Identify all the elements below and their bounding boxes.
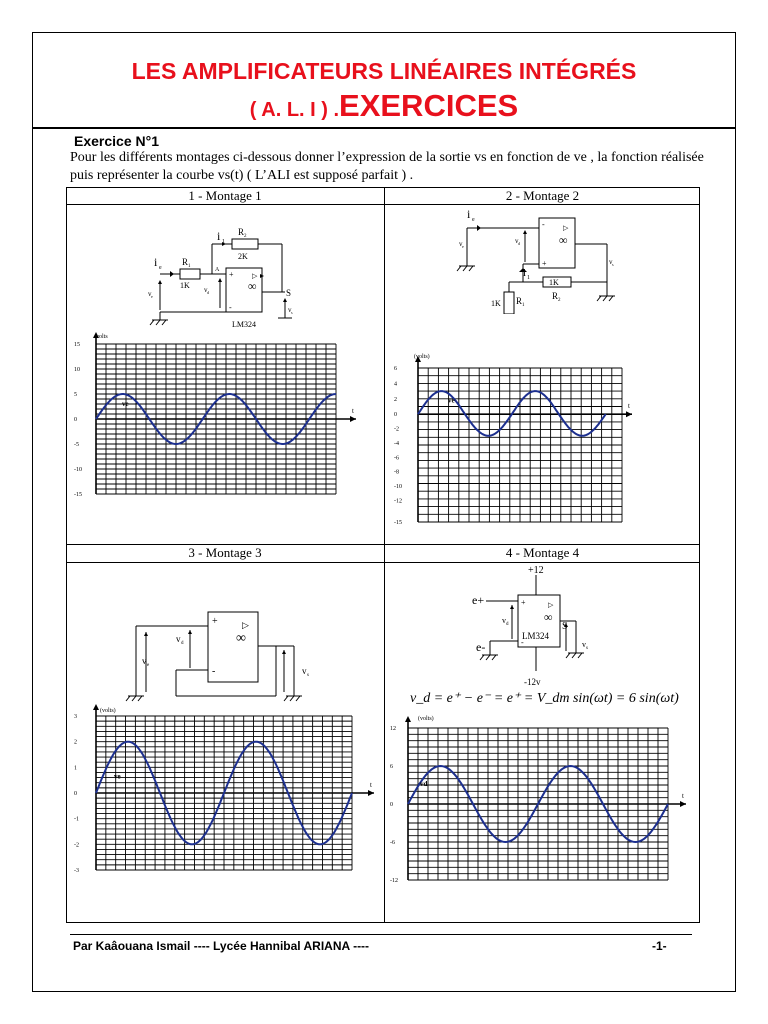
y-tick-label: -6 [394,455,399,462]
x-axis-label: t [628,402,630,411]
y-axis-arrow [93,704,99,710]
r1-value: 1K [180,281,190,290]
eplus-label: e+ [472,593,485,607]
vd-sub: d [181,641,184,646]
vd-sub: d [506,622,509,627]
i1-label: i [523,267,527,279]
ve-label: v [459,240,463,248]
r1-value: 1K [491,299,501,308]
vcc-label: +12 [528,565,544,576]
page-subtitle [0,88,768,124]
y-tick-label: 12 [390,726,396,732]
y-tick-label: 6 [390,764,393,770]
ve-sub: e [462,244,464,249]
ie-sub: e [159,265,162,271]
montage-3-circuit [124,606,334,710]
svg-text:▷: ▷ [563,224,569,232]
y-axis-label: volts [96,334,108,340]
vs-sub: s [291,310,293,315]
vd-sub: d [518,241,520,246]
y-axis-label: (volts) [418,716,434,722]
y-tick-label: 0 [394,412,397,419]
montage-2-circuit [455,204,625,314]
ve-sub: e [147,663,150,668]
y-tick-label: -10 [394,484,402,491]
y-axis-label: (volts) [100,708,116,714]
vd-label: v [515,237,519,245]
vs-label: v [302,666,307,676]
y-tick-label: 2 [74,739,77,746]
ve-sub: e [151,294,153,299]
r1-sub: 1 [522,303,525,308]
vs-sub: s [586,646,588,651]
x-axis-label: t [682,792,684,800]
eminus-label: e- [476,640,486,654]
vee-label: -12v [524,677,541,687]
y-tick-label: -12 [394,498,402,505]
vs-sub: s [307,673,309,678]
ie-label: i [154,255,158,269]
y-tick-label: -10 [74,467,82,473]
montage-4-circuit [466,563,616,687]
vd-label: v [502,616,506,625]
y-tick-label: -8 [394,469,399,476]
x-axis-label: t [370,781,372,789]
y-tick-label: -5 [74,442,79,448]
i1-sub: 1 [222,239,225,245]
plus-label: + [229,270,234,279]
series-label: ve [448,396,455,405]
r1-sub: 1 [188,264,191,269]
subtitle-abbrev: ( A. L. I ) . [249,99,340,121]
svg-text:▷: ▷ [252,272,258,280]
chart-montage-4 [390,712,694,884]
x-axis-arrow [626,411,632,417]
y-tick-label: 10 [74,367,80,373]
minus-label: - [212,666,216,677]
montage-4-title: 4 - Montage 4 [505,545,580,560]
y-tick-label: -12 [390,878,398,884]
y-tick-label: -1 [74,816,79,823]
s-label: S [286,288,292,298]
vs-sub: s [612,262,614,267]
node-a-label: A [215,267,220,273]
chart-montage-2 [388,350,634,530]
minus-label: - [542,220,545,229]
s-label: S [562,621,568,632]
r2-value: 1K [549,278,559,287]
page-title: LES AMPLIFICATEURS LINÉAIRES INTÉGRÉS [131,58,637,84]
y-tick-label: -2 [394,426,399,433]
y-tick-label: 3 [74,714,77,720]
r2-sub: 2 [244,234,247,239]
footer-text: Par Kaâouana Ismail ---- Lycée Hannibal ARIANA ---- [73,939,370,953]
infinity-label: ∞ [544,610,553,624]
r1-label: R [516,296,523,306]
title-rule [32,127,736,129]
y-tick-label: -3 [74,868,79,874]
vd-label: v [176,634,181,644]
y-axis-label: (volts) [414,354,430,360]
vs-label: v [288,306,292,314]
chart-montage-1 [72,330,364,506]
montage-3-title: 3 - Montage 3 [188,545,262,560]
montage-2-title: 2 - Montage 2 [505,188,580,203]
vd-label: v [204,286,208,294]
i1-sub: 1 [527,275,530,281]
chip-label: LM324 [522,631,549,641]
svg-text:▷: ▷ [242,620,249,630]
y-tick-label: 2 [394,396,397,403]
infinity-label: ∞ [236,631,246,646]
exercise-text: Pour les différents montages ci-dessous donner l’expression de la sortie vs en fonction de ve , la fonction réalisée puis représenter la courbe vs(t) ( L’ALI est supposé parfait ) . [70,150,704,183]
r2-label: R [552,291,559,301]
y-tick-label: -2 [74,842,79,849]
ie-sub: e [472,217,475,223]
series-label: ve [114,772,121,781]
y-tick-label: 0 [390,802,393,808]
y-tick-label: -15 [394,520,402,526]
r2-label: R [238,227,245,237]
i1-label: i [217,229,221,243]
exercise-heading: Exercice N°1 [74,133,159,149]
r2-sub: 2 [558,298,561,303]
r1-label: R [182,257,189,267]
montage-4-equation: v_d = e⁺ − e⁻ = e⁺ = V_dm sin(ωt) = 6 sin(ωt) [410,691,679,706]
chart-grid [418,368,622,522]
infinity-label: ∞ [559,233,568,247]
y-tick-label: -6 [390,840,395,846]
x-axis-arrow [368,790,374,796]
ie-label: i [467,207,471,221]
footer-rule [70,934,692,935]
vs-label: v [609,258,613,266]
y-tick-label: -15 [74,492,82,498]
minus-label: - [521,638,524,647]
chart-montage-3 [72,704,380,880]
svg-text:▷: ▷ [548,601,554,609]
x-axis-arrow [350,416,356,422]
page-number: -1- [652,939,667,953]
minus-label: - [229,303,232,312]
plus-label: + [521,598,526,607]
x-axis-arrow [680,801,686,807]
vs-label: v [582,640,586,649]
y-tick-label: 1 [74,765,77,772]
plus-label: + [542,259,547,268]
montage-1-circuit [140,222,300,330]
y-tick-label: -4 [394,440,399,447]
chip-label: LM324 [232,320,256,329]
series-label: ve [122,400,129,408]
y-tick-label: 4 [394,381,397,388]
y-tick-label: 15 [74,342,80,348]
x-axis-label: t [352,407,354,415]
series-label: vd [420,780,428,788]
y-tick-label: 6 [394,366,397,372]
y-axis-arrow [405,716,411,722]
vd-sub: d [207,290,209,295]
ve-label: v [148,290,152,298]
plus-label: + [212,616,218,627]
y-tick-label: 0 [74,791,77,797]
infinity-label: ∞ [248,279,257,293]
subtitle-exercices: EXERCICES [339,88,519,123]
montage-1-title: 1 - Montage 1 [188,188,262,203]
ve-label: v [142,656,147,666]
y-tick-label: 0 [74,417,77,423]
r2-value: 2K [238,252,248,261]
y-tick-label: 5 [74,392,77,398]
